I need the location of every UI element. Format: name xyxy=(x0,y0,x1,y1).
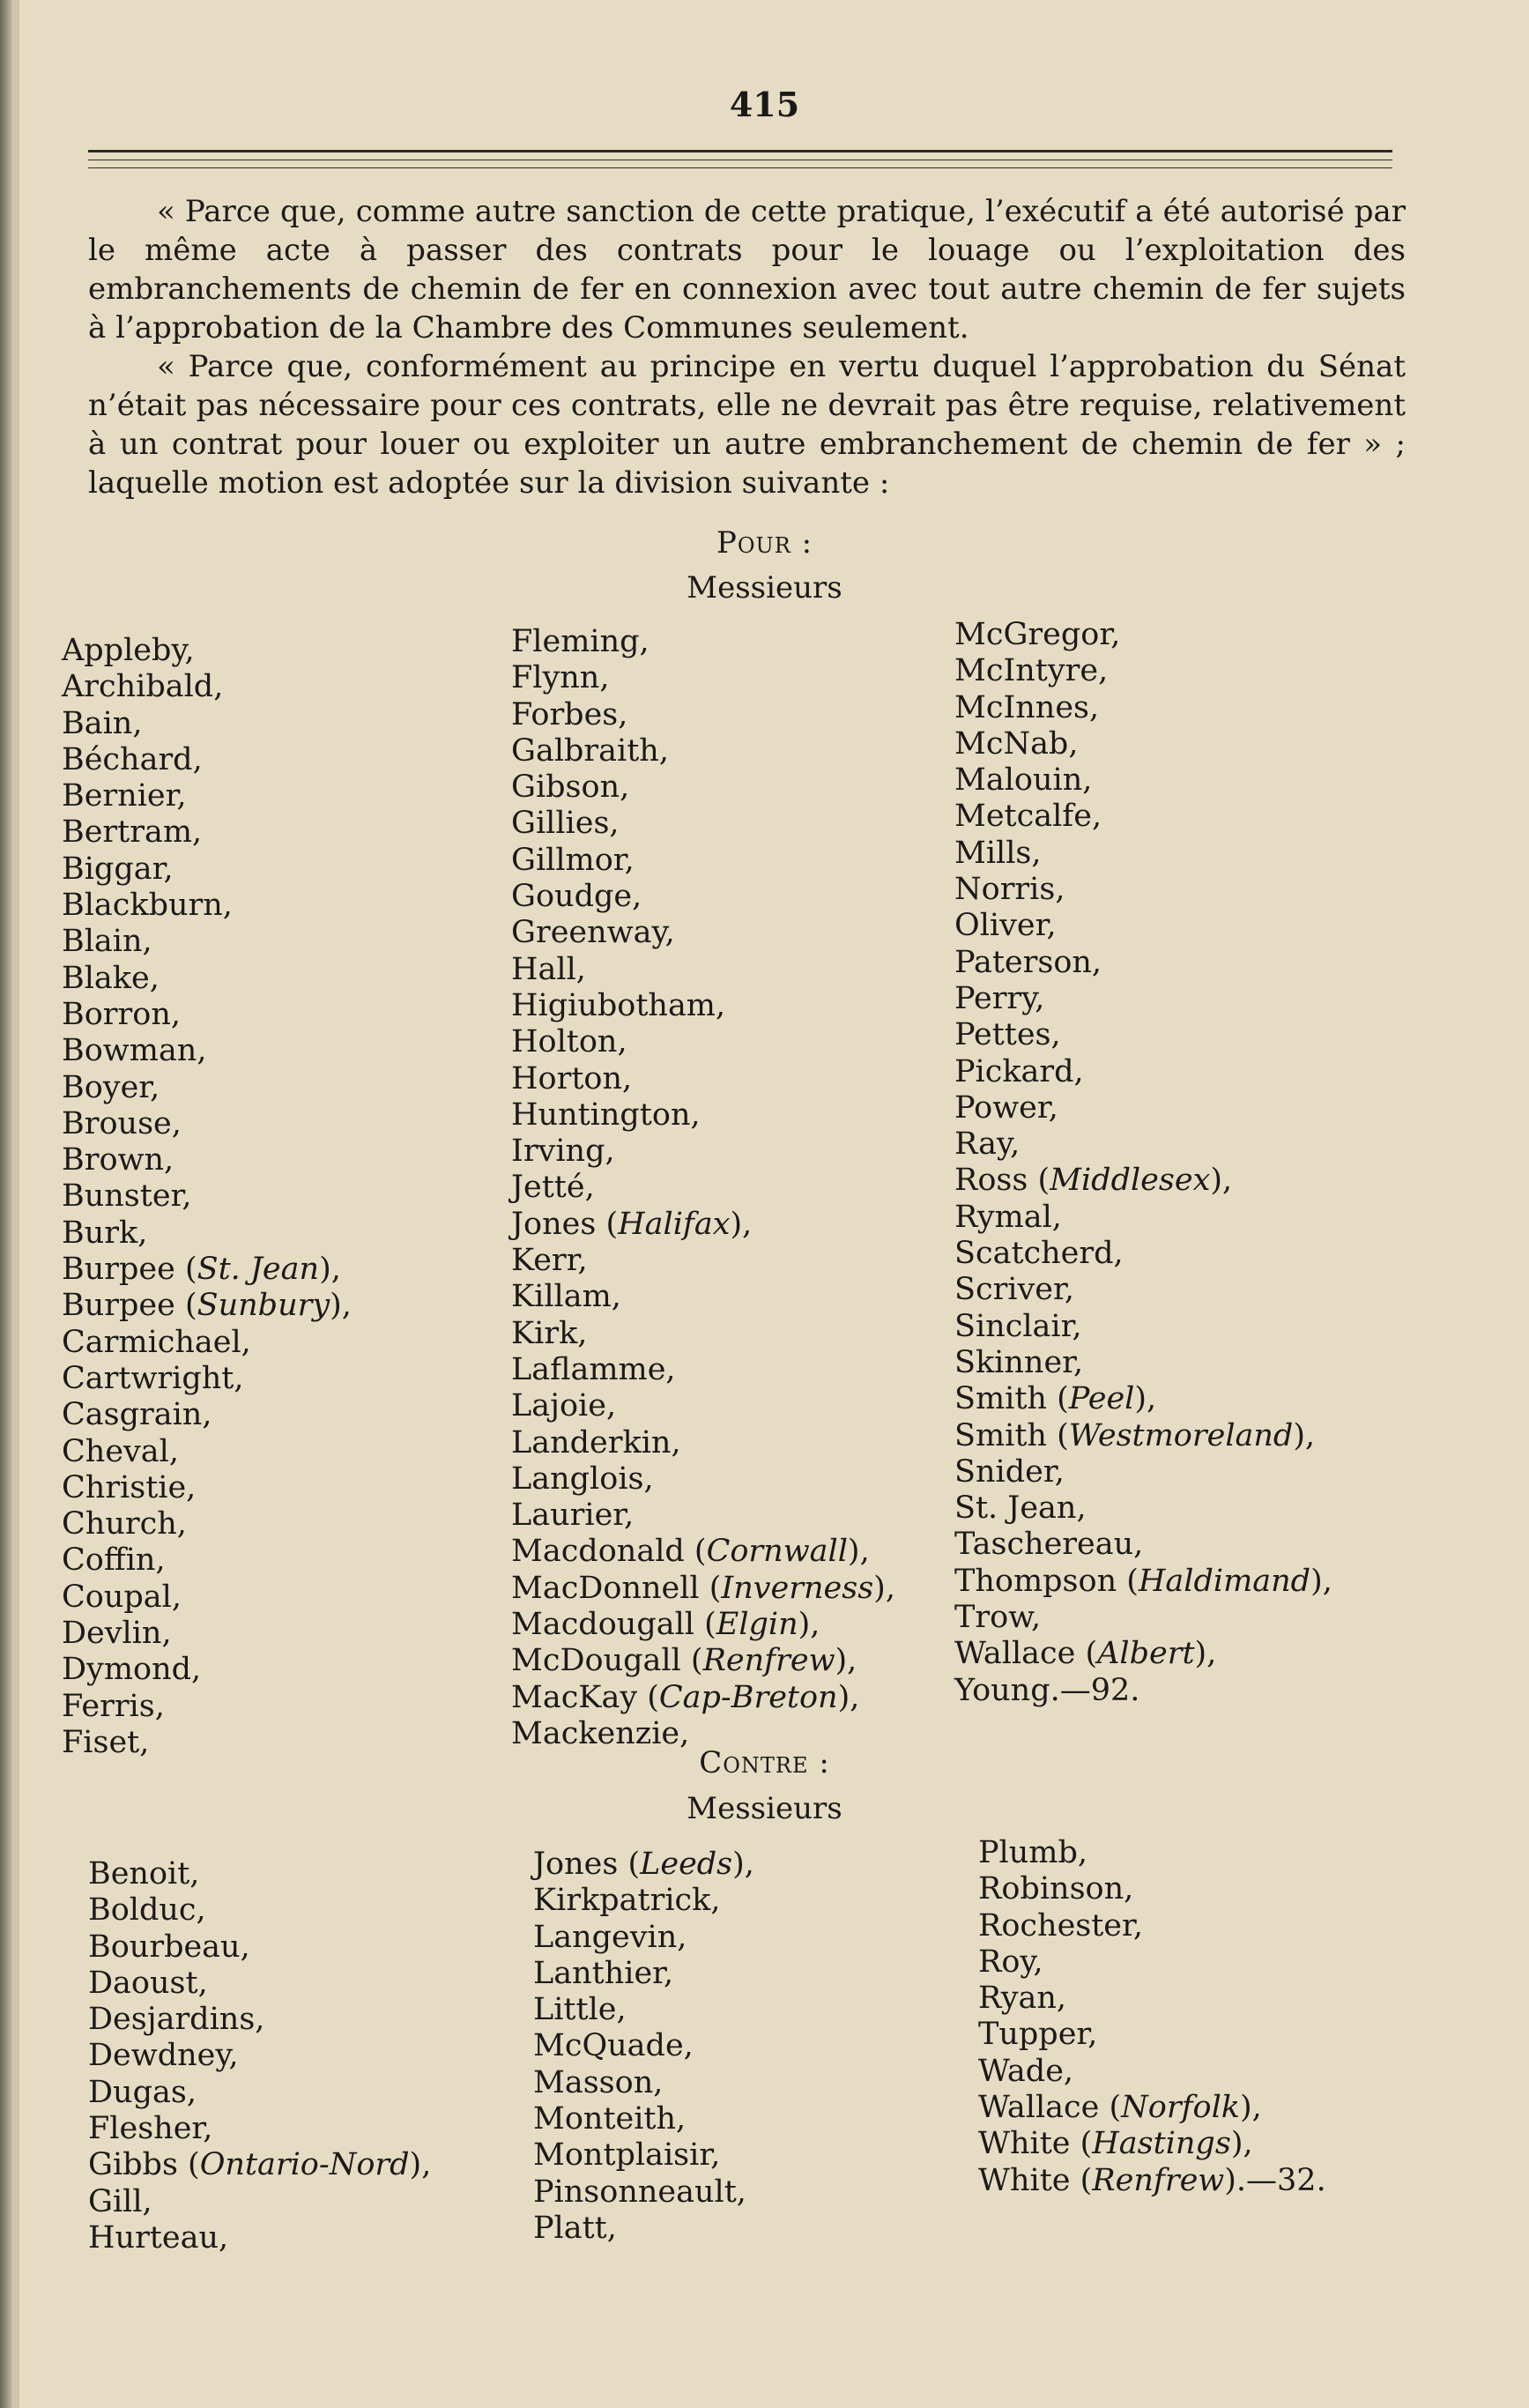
member-name: Flesher, xyxy=(88,2111,213,2147)
member-name: Cartwright, xyxy=(62,1360,244,1396)
member-name: Dewdney, xyxy=(88,2038,239,2074)
member-name: Kirk, xyxy=(511,1315,588,1351)
member-name: Mackenzie, xyxy=(511,1715,690,1751)
member-name: McDougall (Renfrew), xyxy=(511,1643,857,1679)
page-binding-shadow xyxy=(14,0,19,2408)
contre-heading: Contre : xyxy=(699,1745,830,1780)
member-name: Coupal, xyxy=(62,1579,182,1615)
member-name: Dymond, xyxy=(62,1652,202,1688)
member-name: McQuade, xyxy=(533,2028,694,2064)
member-name: Bourbeau, xyxy=(88,1929,250,1965)
member-name: Devlin, xyxy=(62,1616,172,1652)
member-name: Jetté, xyxy=(511,1170,595,1206)
member-name: Power, xyxy=(954,1089,1058,1126)
member-name: Wallace (Norfolk), xyxy=(978,2090,1262,2126)
member-name: Rochester, xyxy=(978,1907,1144,1943)
member-name: Goudge, xyxy=(511,879,642,915)
member-name: Bain, xyxy=(62,705,143,741)
member-name: Metcalfe, xyxy=(954,799,1102,835)
member-name: Bowman, xyxy=(62,1033,207,1069)
member-name: Laflamme, xyxy=(511,1351,676,1387)
member-name: Desjardins, xyxy=(88,2002,265,2038)
member-name: Scriver, xyxy=(954,1272,1075,1308)
member-name: Appleby, xyxy=(62,633,195,668)
member-name: Gibson, xyxy=(511,769,630,806)
member-name: White (Renfrew).—32. xyxy=(978,2162,1326,2198)
member-name: Carmichael, xyxy=(62,1324,251,1360)
member-name: Pinsonneault, xyxy=(533,2174,746,2210)
member-name: Dugas, xyxy=(88,2074,197,2110)
member-name: Béchard, xyxy=(62,741,203,777)
member-name: White (Hastings), xyxy=(978,2126,1253,2162)
member-name: Gillies, xyxy=(511,806,620,842)
header-rule-thin xyxy=(88,167,1392,168)
member-name: St. Jean, xyxy=(954,1490,1087,1527)
member-name: Gillmor, xyxy=(511,842,635,878)
pour-heading: Pour : xyxy=(716,525,813,561)
member-name: Holton, xyxy=(511,1024,627,1060)
member-name: Trow, xyxy=(954,1600,1042,1636)
contre-column-1 xyxy=(88,1856,431,2256)
member-name: Monteith, xyxy=(533,2101,687,2137)
member-name: Horton, xyxy=(511,1060,633,1096)
member-name: McInnes, xyxy=(954,689,1100,725)
member-name: Lajoie, xyxy=(511,1388,617,1424)
member-name: Lanthier, xyxy=(533,1955,674,1991)
member-name: Pickard, xyxy=(954,1053,1084,1089)
member-name: Huntington, xyxy=(511,1096,701,1133)
member-name: Bunster, xyxy=(62,1178,192,1215)
member-name: Mills, xyxy=(954,835,1042,871)
member-name: Platt, xyxy=(533,2210,617,2246)
member-name: Coffin, xyxy=(62,1542,166,1579)
member-name: Ryan, xyxy=(978,1981,1067,2017)
pour-column-3 xyxy=(954,617,1332,1709)
pour-column-1 xyxy=(62,633,352,1761)
member-name: Norris, xyxy=(954,872,1065,908)
member-name: Higiubotham, xyxy=(511,987,726,1023)
member-name: Forbes, xyxy=(511,696,628,732)
contre-subheading: Messieurs xyxy=(687,1791,842,1826)
member-name: Sinclair, xyxy=(954,1308,1082,1344)
member-name: Robinson, xyxy=(978,1871,1134,1907)
member-name: Benoit, xyxy=(88,1856,200,1891)
member-name: Bertram, xyxy=(62,814,203,851)
member-name: Snider, xyxy=(954,1453,1065,1490)
member-name: Kerr, xyxy=(511,1243,588,1279)
member-name: MacDonnell (Inverness), xyxy=(511,1570,895,1606)
member-name: McNab, xyxy=(954,725,1079,762)
member-name: Gill, xyxy=(88,2183,152,2219)
member-name: Burpee (St. Jean), xyxy=(62,1252,341,1288)
member-name: Flynn, xyxy=(511,660,610,696)
member-name: Bolduc, xyxy=(88,1892,206,1929)
member-name: Gibbs (Ontario-Nord), xyxy=(88,2147,432,2183)
member-name: Masson, xyxy=(533,2064,664,2100)
page-number: 415 xyxy=(729,85,800,124)
member-name: Wallace (Albert), xyxy=(954,1636,1217,1672)
member-name: Blackburn, xyxy=(62,888,233,924)
member-name: Hall, xyxy=(511,951,586,987)
member-name: Christie, xyxy=(62,1469,197,1505)
member-name: Archibald, xyxy=(62,669,224,705)
member-name: Irving, xyxy=(511,1133,615,1170)
motion-text xyxy=(88,192,1406,502)
member-name: Hurteau, xyxy=(88,2219,229,2256)
member-name: Plumb, xyxy=(978,1835,1088,1870)
paragraph-1: « Parce que, comme autre sanction de cette pratique, l’exécutif a été autorisé par le même acte à passer des contrats pour le louage ou l’exploitation des embranchements de chemin de fer en connexion avec tout autre chemin de fer sujets à l’approbation de la Chambre des Communes seulement. xyxy=(88,194,1406,346)
member-name: Laurier, xyxy=(511,1498,635,1534)
member-name: Tupper, xyxy=(978,2017,1098,2053)
member-name: Biggar, xyxy=(62,851,174,887)
member-name: Macdonald (Cornwall), xyxy=(511,1534,870,1570)
member-name: Burpee (Sunbury), xyxy=(62,1288,352,1324)
page-binding-edge xyxy=(0,0,14,2408)
member-name: Little, xyxy=(533,1992,627,2028)
member-name: Fiset, xyxy=(62,1724,150,1760)
member-name: Kirkpatrick, xyxy=(533,1883,721,1919)
member-name: Thompson (Haldimand), xyxy=(954,1563,1332,1599)
member-name: Montplaisir, xyxy=(533,2137,721,2174)
member-name: Macdougall (Elgin), xyxy=(511,1607,820,1643)
member-name: Burk, xyxy=(62,1215,148,1251)
contre-column-2 xyxy=(533,1847,754,2247)
member-name: Greenway, xyxy=(511,915,675,951)
member-name: Blain, xyxy=(62,924,152,960)
member-name: McGregor, xyxy=(954,617,1121,652)
member-name: Killam, xyxy=(511,1279,621,1315)
member-name: Brown, xyxy=(62,1142,174,1178)
member-name: Landerkin, xyxy=(511,1424,681,1460)
member-name: Roy, xyxy=(978,1943,1043,1980)
member-name: Ray, xyxy=(954,1126,1021,1163)
member-name: McIntyre, xyxy=(954,653,1109,689)
pour-subheading: Messieurs xyxy=(687,570,842,606)
member-name: Smith (Westmoreland), xyxy=(954,1417,1316,1453)
member-name: Jones (Halifax), xyxy=(511,1206,753,1242)
member-name: Paterson, xyxy=(954,944,1102,980)
member-name: Malouin, xyxy=(954,762,1093,799)
member-name: MacKay (Cap-Breton), xyxy=(511,1679,860,1715)
member-name: Taschereau, xyxy=(954,1527,1144,1563)
member-name: Jones (Leeds), xyxy=(533,1847,754,1882)
member-name: Daoust, xyxy=(88,1965,208,2001)
member-name: Scatcherd, xyxy=(954,1236,1124,1272)
member-name: Langevin, xyxy=(533,1919,687,1955)
member-name: Bernier, xyxy=(62,778,187,814)
member-name: Wade, xyxy=(978,2053,1074,2089)
member-name: Skinner, xyxy=(954,1344,1084,1380)
member-name: Ross (Middlesex), xyxy=(954,1163,1233,1199)
member-name: Boyer, xyxy=(62,1069,160,1105)
member-name: Blake, xyxy=(62,960,160,996)
member-name: Oliver, xyxy=(954,908,1057,944)
member-name: Church, xyxy=(62,1506,187,1542)
member-name: Ferris, xyxy=(62,1688,165,1724)
pour-column-2 xyxy=(511,624,895,1752)
member-name: Brouse, xyxy=(62,1105,182,1141)
member-name: Casgrain, xyxy=(62,1397,212,1433)
header-rule-thick xyxy=(88,150,1392,152)
member-name: Borron, xyxy=(62,996,181,1032)
member-name: Perry, xyxy=(954,980,1045,1016)
member-name: Cheval, xyxy=(62,1433,179,1469)
paragraph-2: « Parce que, conformément au principe en vertu duquel l’approbation du Sénat n’était pas nécessaire pour ces contrats, elle ne devrait pas être requise, relativement à un contrat pour louer ou exploiter un autre embranchement de chemin de fer » ; laquelle motion est adoptée sur la division suivante : xyxy=(88,349,1406,501)
member-name: Pettes, xyxy=(954,1017,1061,1053)
member-name: Galbraith, xyxy=(511,732,669,769)
contre-column-3 xyxy=(978,1835,1326,2199)
member-name: Young.—92. xyxy=(954,1672,1140,1708)
member-name: Rymal, xyxy=(954,1199,1062,1235)
member-name: Fleming, xyxy=(511,624,649,659)
member-name: Smith (Peel), xyxy=(954,1381,1157,1417)
member-name: Langlois, xyxy=(511,1460,654,1497)
